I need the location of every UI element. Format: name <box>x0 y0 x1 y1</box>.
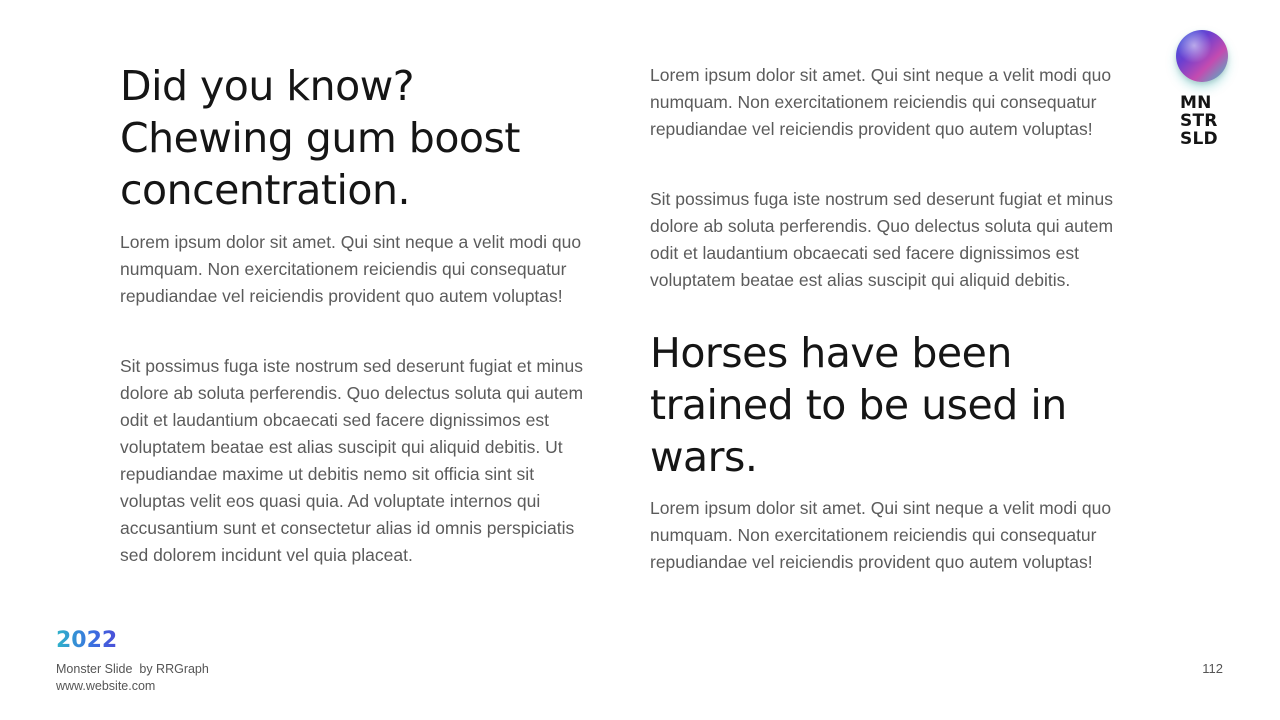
left-paragraph-1: Lorem ipsum dolor sit amet. Qui sint neque a velit modi quo numquam. Non exercitationem reiciendis qui consequatur repudiandae vel reiciendis provident quo autem voluptas! <box>120 232 582 306</box>
logo-line-1: MN <box>1180 93 1212 113</box>
footer-brand: Monster Slide by RRGraph <box>56 662 209 676</box>
logo-wordmark <box>1180 94 1218 148</box>
right-paragraph-1: Lorem ipsum dolor sit amet. Qui sint neque a velit modi quo numquam. Non exercitationem reiciendis qui consequatur repudiandae vel reiciendis provident quo autem voluptas! <box>650 65 1112 139</box>
left-paragraph-2: Sit possimus fuga iste nostrum sed deserunt fugiat et minus dolore ab soluta perferendis. Quo delectus soluta qui autem odit et laudantium obcaecati sed facere dignissimos est voluptatem beatae est alias suscipit qui aliquid debitis. Ut repudiandae maxime ut debitis nemo sit officia sint sit voluptas velit eos quasi quia. Ad voluptate internos qui accusantium sunt et consectetur alias id omnis perspiciatis sed dolorem incidunt vel quia placeat. <box>120 356 584 565</box>
gradient-orb-icon <box>1176 30 1228 82</box>
right-heading: Horses have been trained to be used in wars. <box>650 329 1067 481</box>
logo-line-3: SLD <box>1180 129 1218 149</box>
logo-line-2: STR <box>1180 111 1218 131</box>
footer-url: www.website.com <box>56 679 156 693</box>
right-paragraph-2: Sit possimus fuga iste nostrum sed deserunt fugiat et minus dolore ab soluta perferendis. Quo delectus soluta qui autem odit et laudantium obcaecati sed facere dignissimos est voluptatem beatae est alias suscipit qui aliquid debitis. <box>650 189 1114 290</box>
left-heading: Did you know? Chewing gum boost concentration. <box>120 62 520 214</box>
page-number: 112 <box>1202 661 1223 676</box>
footer-year: 2022 <box>56 628 118 653</box>
right-paragraph-3: Lorem ipsum dolor sit amet. Qui sint neque a velit modi quo numquam. Non exercitationem reiciendis qui consequatur repudiandae vel reiciendis provident quo autem voluptas! <box>650 498 1112 572</box>
